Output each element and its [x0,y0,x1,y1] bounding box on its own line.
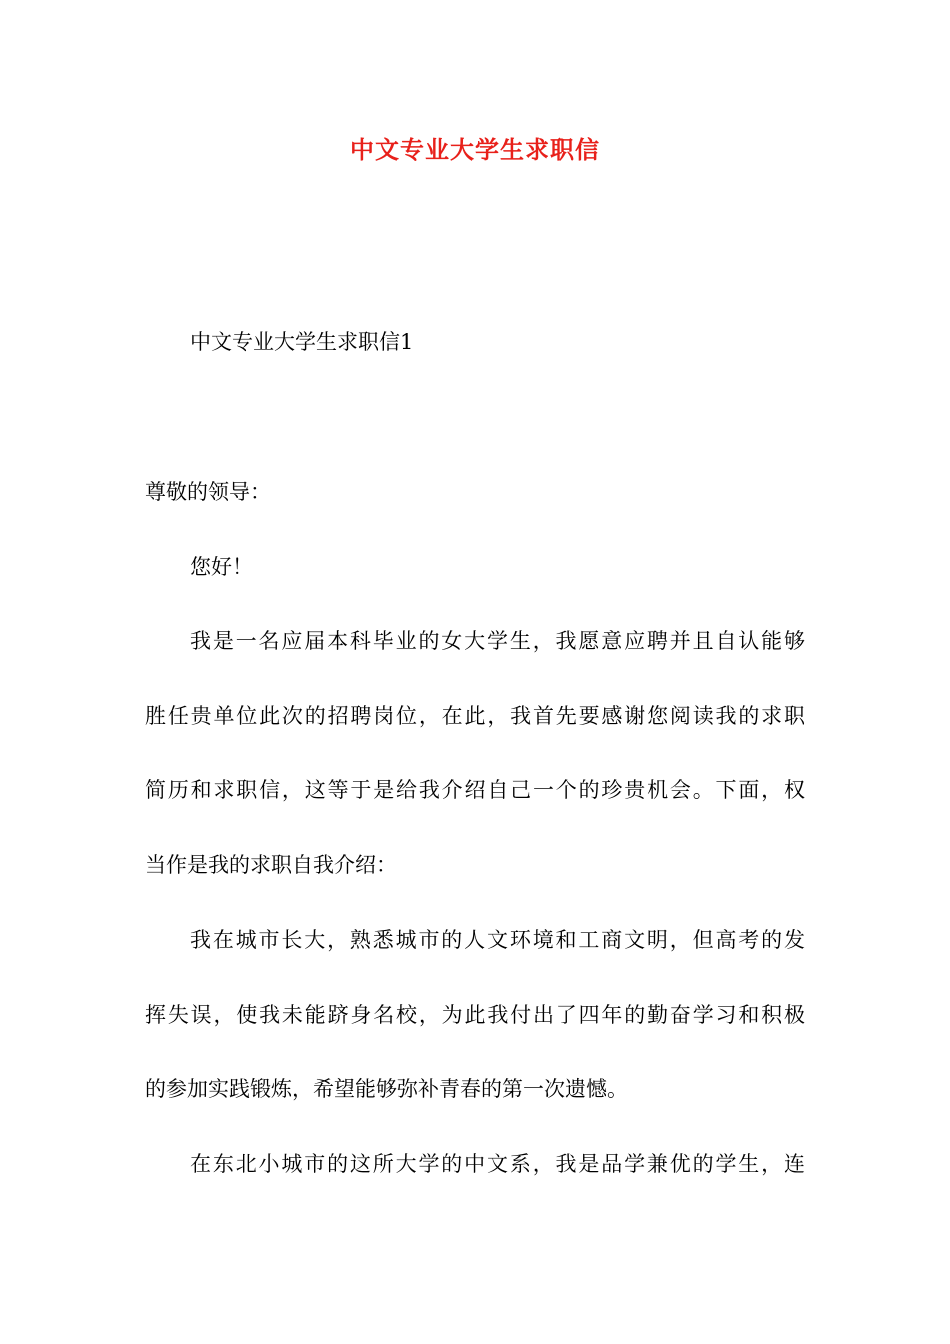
salutation: 尊敬的领导： [145,480,271,504]
paragraph-introduction [145,626,805,924]
paragraph-university [145,1149,805,1224]
document-title: 中文专业大学生求职信 [350,135,600,164]
paragraph-line: 我在城市长大，熟悉城市的人文环境和工商文明，但高考的发 [190,928,805,952]
paragraph-line: 胜任贵单位此次的招聘岗位，在此，我首先要感谢您阅读我的求职 [145,703,805,728]
paragraph-line: 挥失误，使我未能跻身名校，为此我付出了四年的勤奋学习和积极 [145,1002,805,1027]
paragraph-background [145,925,805,1149]
greeting: 您好！ [190,555,253,579]
letter-subtitle: 中文专业大学生求职信1 [190,330,414,354]
paragraph-line: 的参加实践锻炼，希望能够弥补青春的第一次遗憾。 [145,1077,628,1101]
paragraph-line: 在东北小城市的这所大学的中文系，我是品学兼优的学生，连 [190,1152,805,1176]
paragraph-line: 当作是我的求职自我介绍： [145,852,397,877]
paragraph-line: 简历和求职信，这等于是给我介绍自己一个的珍贵机会。下面，权 [145,778,805,802]
paragraph-line: 我是一名应届本科毕业的女大学生，我愿意应聘并且自认能够 [190,629,805,653]
